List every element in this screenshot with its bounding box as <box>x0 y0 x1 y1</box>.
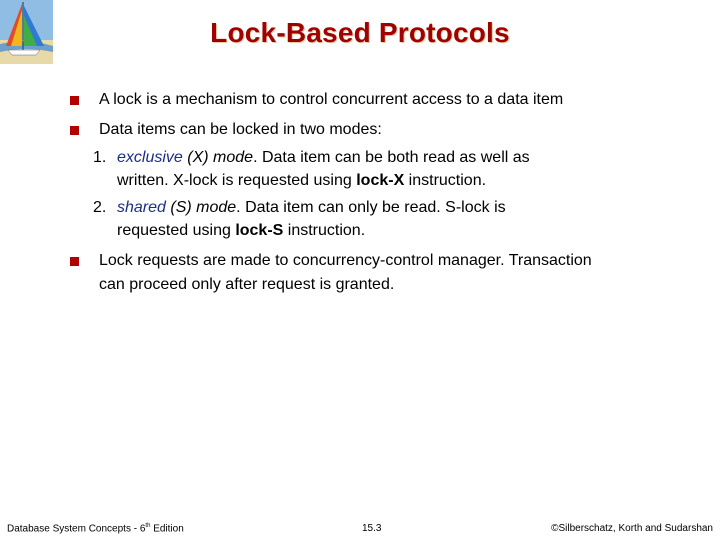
mode-term: shared <box>117 199 166 216</box>
footer-text: Database System Concepts - 6 <box>7 523 146 535</box>
mode-line-1 <box>117 196 506 220</box>
footer-copyright: ©Silberschatz, Korth and Sudarshan <box>551 523 713 534</box>
square-bullet-icon <box>70 257 79 266</box>
mode-label: (S) mode <box>165 199 237 216</box>
footer-book-title <box>7 523 184 534</box>
instruction-name: lock-X <box>356 172 405 189</box>
mode-number: 1. <box>93 149 107 166</box>
mode-line-text: instruction. <box>283 222 366 239</box>
mode-term: exclusive <box>117 149 183 166</box>
mode-line-2 <box>117 219 365 243</box>
mode-line-text: instruction. <box>404 172 487 189</box>
mode-line-text: written. X-lock is requested using <box>117 172 357 189</box>
instruction-name: lock-S <box>235 222 284 239</box>
page-number: 15.3 <box>362 523 382 534</box>
mode-line-1 <box>117 146 530 170</box>
mode-description: . Data item can be both read as well as <box>253 149 530 166</box>
bullet-text: A lock is a mechanism to control concurrent access to a data item <box>99 91 564 108</box>
mode-line-2 <box>117 169 486 193</box>
bullet-text-line-1: Lock requests are made to concurrency-control manager. Transaction <box>99 252 592 269</box>
bullet-text-line-2: can proceed only after request is granted. <box>99 276 395 293</box>
footer-superscript: th <box>145 523 151 529</box>
square-bullet-icon <box>70 96 79 105</box>
bullet-text: Data items can be locked in two modes: <box>99 121 382 138</box>
footer-text: Edition <box>150 523 184 535</box>
mode-number: 2. <box>93 199 107 216</box>
mode-label: (X) mode <box>182 149 254 166</box>
mode-line-text: requested using <box>117 222 236 239</box>
slide-title: Lock-Based Protocols <box>210 17 510 48</box>
square-bullet-icon <box>70 126 79 135</box>
mode-description: . Data item can only be read. S-lock is <box>236 199 506 216</box>
